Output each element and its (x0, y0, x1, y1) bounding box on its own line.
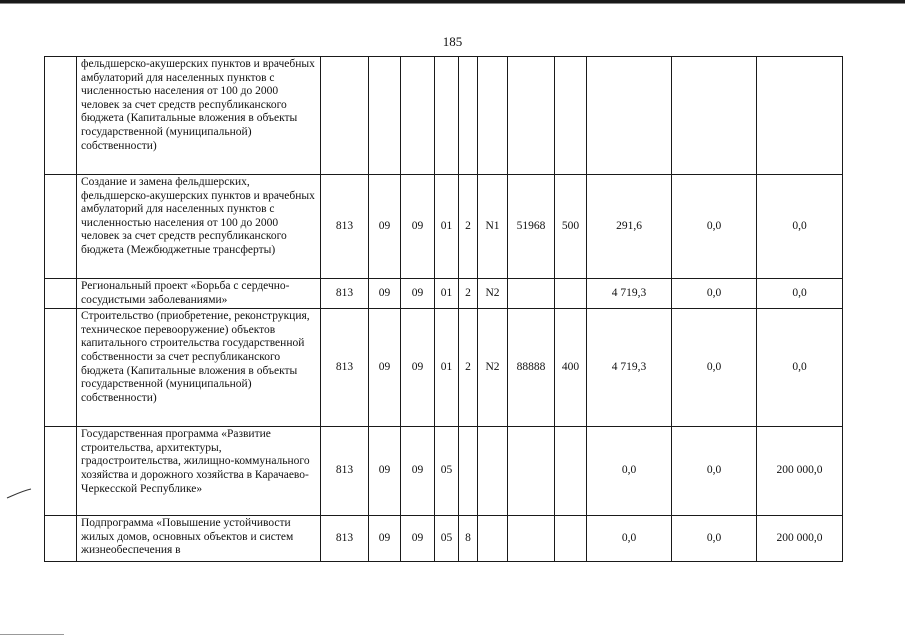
margin-pen-mark (6, 486, 32, 500)
target-code-4-cell: 88888 (508, 309, 555, 427)
number-cell (45, 57, 77, 175)
number-cell (45, 516, 77, 562)
expense-type-cell: 500 (555, 175, 587, 279)
row-description: Подпрограмма «Повышение устойчивости жилых домов, основных объектов и систем жизнеобеспечения в (77, 516, 321, 562)
section-cell: 09 (369, 309, 401, 427)
target-code-4-cell (508, 427, 555, 516)
target-code-4-cell (508, 57, 555, 175)
amount-1-cell: 4 719,3 (587, 309, 672, 427)
grbs-cell: 813 (321, 427, 369, 516)
amount-3-cell: 0,0 (757, 175, 843, 279)
table-row (45, 57, 843, 175)
amount-3-cell: 200 000,0 (757, 427, 843, 516)
row-description: Строительство (приобретение, реконструкция, техническое перевооружение) объектов капитального строительства государственной собственности за счет республиканского бюджета (Капитальные вложения в объекты государственной (муниципальной) собственности) (77, 309, 321, 427)
number-cell (45, 175, 77, 279)
number-cell (45, 309, 77, 427)
table-row (45, 279, 843, 309)
section-cell: 09 (369, 279, 401, 309)
subsection-cell: 09 (401, 279, 435, 309)
target-code-2-cell (459, 57, 478, 175)
number-cell (45, 279, 77, 309)
grbs-cell: 813 (321, 516, 369, 562)
subsection-cell: 09 (401, 175, 435, 279)
section-cell: 09 (369, 516, 401, 562)
target-code-2-cell (459, 427, 478, 516)
grbs-cell: 813 (321, 279, 369, 309)
table-row (45, 427, 843, 516)
subsection-cell (401, 57, 435, 175)
target-code-1-cell: 05 (435, 516, 459, 562)
subsection-cell: 09 (401, 516, 435, 562)
target-code-4-cell (508, 279, 555, 309)
number-cell (45, 427, 77, 516)
expense-type-cell (555, 427, 587, 516)
target-code-1-cell: 05 (435, 427, 459, 516)
table-row (45, 309, 843, 427)
row-description: фельдшерско-акушерских пунктов и врачебных амбулаторий для населенных пунктов с численностью населения от 100 до 2000 человек за счет средств республиканского бюджета (Капитальные вложения в объекты государственной (муниципальной) собственности) (77, 57, 321, 175)
target-code-3-cell: N2 (478, 309, 508, 427)
table-row (45, 516, 843, 562)
row-description: Государственная программа «Развитие строительства, архитектуры, градостроительства, жилищно-коммунального хозяйства и дорожного хозяйства в Карачаево-Черкесской Республике» (77, 427, 321, 516)
target-code-1-cell: 01 (435, 279, 459, 309)
amount-1-cell (587, 57, 672, 175)
amount-2-cell (672, 57, 757, 175)
target-code-4-cell (508, 516, 555, 562)
target-code-1-cell: 01 (435, 175, 459, 279)
grbs-cell: 813 (321, 175, 369, 279)
expense-type-cell: 400 (555, 309, 587, 427)
target-code-3-cell: N1 (478, 175, 508, 279)
target-code-3-cell (478, 516, 508, 562)
target-code-2-cell: 2 (459, 309, 478, 427)
subsection-cell: 09 (401, 427, 435, 516)
target-code-1-cell: 01 (435, 309, 459, 427)
amount-1-cell: 0,0 (587, 427, 672, 516)
row-description: Региональный проект «Борьба с сердечно-сосудистыми заболеваниями» (77, 279, 321, 309)
section-cell: 09 (369, 427, 401, 516)
target-code-3-cell (478, 427, 508, 516)
amount-2-cell: 0,0 (672, 427, 757, 516)
section-cell (369, 57, 401, 175)
scan-top-edge-shadow (0, 3, 905, 4)
budget-table (44, 56, 843, 562)
amount-2-cell: 0,0 (672, 175, 757, 279)
subsection-cell: 09 (401, 309, 435, 427)
expense-type-cell (555, 279, 587, 309)
table-row (45, 175, 843, 279)
target-code-3-cell: N2 (478, 279, 508, 309)
target-code-4-cell: 51968 (508, 175, 555, 279)
amount-1-cell: 291,6 (587, 175, 672, 279)
grbs-cell: 813 (321, 309, 369, 427)
section-cell: 09 (369, 175, 401, 279)
expense-type-cell (555, 57, 587, 175)
expense-type-cell (555, 516, 587, 562)
amount-3-cell (757, 57, 843, 175)
target-code-2-cell: 2 (459, 279, 478, 309)
amount-2-cell: 0,0 (672, 516, 757, 562)
amount-1-cell: 4 719,3 (587, 279, 672, 309)
row-description: Создание и замена фельдшерских, фельдшерско-акушерских пунктов и врачебных амбулаторий для населенных пунктов с численностью населения от 100 до 2000 человек за счет средств республиканского бюджета (Межбюджетные трансферты) (77, 175, 321, 279)
page-number: 185 (442, 34, 463, 49)
scan-bottom-mark (0, 634, 64, 635)
amount-2-cell: 0,0 (672, 279, 757, 309)
target-code-1-cell (435, 57, 459, 175)
target-code-2-cell: 8 (459, 516, 478, 562)
grbs-cell (321, 57, 369, 175)
amount-2-cell: 0,0 (672, 309, 757, 427)
amount-3-cell: 200 000,0 (757, 516, 843, 562)
target-code-3-cell (478, 57, 508, 175)
amount-3-cell: 0,0 (757, 309, 843, 427)
amount-3-cell: 0,0 (757, 279, 843, 309)
target-code-2-cell: 2 (459, 175, 478, 279)
amount-1-cell: 0,0 (587, 516, 672, 562)
